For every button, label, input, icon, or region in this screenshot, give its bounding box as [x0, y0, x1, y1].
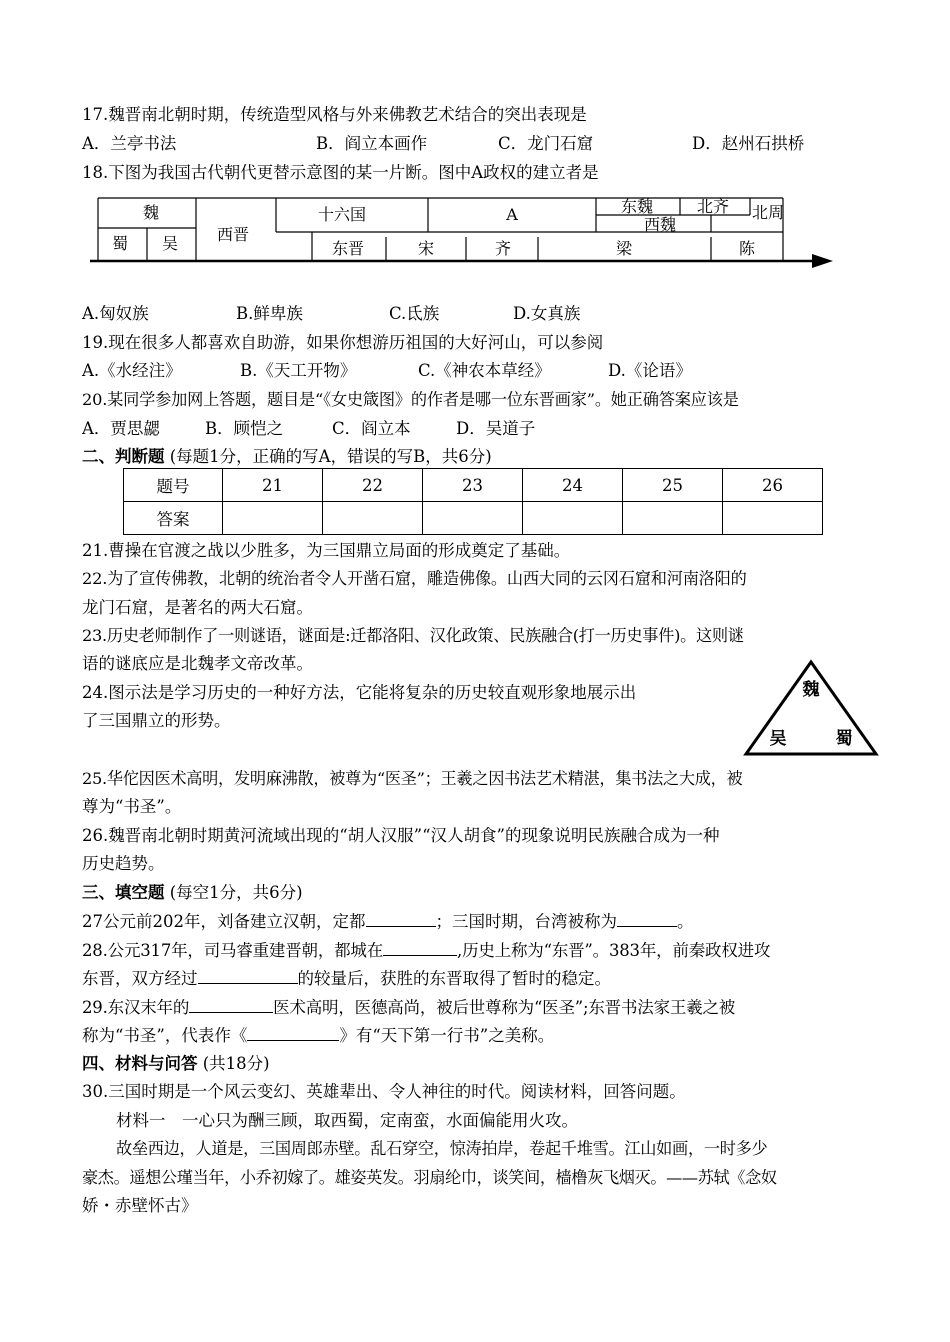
number-cell: 24: [523, 469, 623, 502]
answer-header: 答案: [124, 502, 223, 535]
section4-heading: [82, 1053, 270, 1075]
q27-part3: 。: [677, 912, 694, 931]
q29-part3: 称为“书圣”，代表作《: [82, 1026, 248, 1045]
answer-table: [123, 468, 823, 535]
q17-option-d: D．赵州石拱桥: [692, 134, 805, 153]
q28-part2: ,历史上称为“东晋”。383年，前秦政权进攻: [457, 941, 771, 960]
q17-option-c: C．龙门石窟: [498, 134, 594, 153]
label-wei: 魏: [142, 203, 160, 222]
q28-line1: [82, 939, 770, 962]
q29-part1: 29.东汉末年的: [82, 998, 190, 1017]
q26-line2: 历史趋势。: [82, 854, 165, 873]
number-cell: 26: [723, 469, 823, 502]
section3-heading: [82, 882, 303, 904]
q28-line2: [82, 967, 611, 990]
section2-title: 二、判断题: [82, 447, 165, 466]
q28-part4: 的较量后，获胜的东晋取得了暂时的稳定。: [297, 969, 611, 988]
q18-stem: 18.下图为我国古代朝代更替示意图的某一片断。图中A政权的建立者是: [82, 163, 599, 182]
q22-line2: 龙门石窟，是著名的两大石窟。: [82, 598, 313, 617]
section2-note: (每题1分，正确的写A，错误的写B，共6分): [169, 447, 492, 466]
q19-option-c: C.《神农本草经》: [418, 361, 551, 380]
number-cell: 25: [623, 469, 723, 502]
q30-material2-line3: 娇・赤壁怀古》: [82, 1196, 198, 1215]
three-kingdoms-triangle: [742, 658, 882, 758]
label-qi: 齐: [494, 239, 512, 258]
section3-note: (每空1分，共6分): [169, 883, 303, 902]
q19-stem: 19.现在很多人都喜欢自助游，如果你想游历祖国的大好河山，可以参阅: [82, 333, 604, 352]
label-xijin: 西晋: [216, 225, 250, 244]
blank-field[interactable]: [247, 1024, 339, 1041]
answer-cell[interactable]: [623, 502, 723, 535]
q17-stem: 17.魏晋南北朝时期，传统造型风格与外来佛教艺术结合的突出表现是: [82, 105, 587, 124]
blank-field[interactable]: [198, 967, 298, 984]
q19-option-a: A.《水经注》: [82, 361, 182, 380]
label-shu: 蜀: [111, 234, 129, 253]
label-a: A: [506, 205, 518, 224]
q19-option-b: B.《天工开物》: [240, 361, 357, 380]
label-chen: 陈: [738, 239, 756, 258]
q26-line1: 26.魏晋南北朝时期黄河流域出现的“胡人汉服”“汉人胡食”的现象说明民族融合成为一种: [82, 826, 720, 845]
q22-line1: 22.为了宣传佛教，北朝的统治者令人开凿石窟，雕造佛像。山西大同的云冈石窟和河南洛阳的: [82, 569, 747, 588]
answer-cell[interactable]: [523, 502, 623, 535]
label-beizhou: 北周: [751, 203, 785, 222]
q24-line1: 24.图示法是学习历史的一种好方法，它能将复杂的历史较直观形象地展示出: [82, 683, 637, 702]
label-dongjin: 东晋: [331, 239, 365, 258]
blank-field[interactable]: [383, 939, 457, 956]
blank-field[interactable]: [366, 910, 436, 927]
q30-stem: 30.三国时期是一个风云变幻、英雄辈出、令人神往的时代。阅读材料，回答问题。: [82, 1082, 686, 1101]
answer-cell[interactable]: [223, 502, 323, 535]
q20-option-b: B．顾恺之: [205, 419, 284, 438]
dynasty-timeline-diagram: [0, 188, 950, 298]
q23-line1: 23.历史老师制作了一则谜语，谜面是:迁都洛阳、汉化政策、民族融合(打一历史事件)。这则谜: [82, 626, 744, 645]
blank-field[interactable]: [617, 910, 677, 927]
answer-cell[interactable]: [723, 502, 823, 535]
triangle-wu: 吴: [769, 729, 787, 749]
q18-option-b: B.鲜卑族: [236, 304, 303, 323]
q25-line2: 尊为“书圣”。: [82, 797, 182, 816]
label-beiqi: 北齐: [696, 197, 730, 216]
number-cell: 23: [423, 469, 523, 502]
q18-option-a: A.匈奴族: [82, 304, 149, 323]
q29-line1: [82, 996, 735, 1019]
q20-option-d: D．吴道子: [456, 419, 536, 438]
section4-title: 四、材料与问答: [82, 1054, 198, 1073]
q20-stem: 20.某同学参加网上答题，题目是“《女史箴图》的作者是哪一位东晋画家”。她正确答案应该是: [82, 390, 739, 409]
q30-material2-line1: 故垒西边，人道是，三国周郎赤壁。乱石穿空，惊涛拍岸，卷起千堆雪。江山如画，一时多少: [116, 1139, 768, 1158]
label-liang: 梁: [615, 239, 633, 258]
q17-option-a: A．兰亭书法: [82, 134, 177, 153]
q18-option-c: C.氐族: [389, 304, 440, 323]
answer-cell[interactable]: [323, 502, 423, 535]
section4-note: (共18分): [202, 1054, 270, 1073]
answer-cell[interactable]: [423, 502, 523, 535]
triangle-wei: 魏: [802, 680, 820, 700]
number-cell: 22: [323, 469, 423, 502]
q27-part2: ；三国时期，台湾被称为: [435, 912, 617, 931]
label-xiwei: 西魏: [643, 215, 677, 234]
table-row: [124, 469, 823, 502]
triangle-shu: 蜀: [835, 729, 853, 749]
label-wu: 吴: [161, 234, 179, 253]
q30-material2-line2: 豪杰。遥想公瑾当年，小乔初嫁了。雄姿英发。羽扇纶巾，谈笑间，樯橹灰飞烟灭。——苏轼《念奴: [82, 1168, 777, 1187]
label-dongwei: 东魏: [620, 197, 654, 216]
number-cell: 21: [223, 469, 323, 502]
q20-option-c: C．阎立本: [332, 419, 411, 438]
label-song: 宋: [417, 239, 435, 258]
label-shiliuguo: 十六国: [317, 205, 367, 224]
q20-option-a: A．贾思勰: [82, 419, 160, 438]
table-row: [124, 502, 823, 535]
q18-option-d: D.女真族: [513, 304, 581, 323]
q28-part1: 28.公元317年，司马睿重建晋朝，都城在: [82, 941, 384, 960]
q30-material1: 材料一 一心只为酬三顾，取西蜀，定南蛮，水面偏能用火攻。: [116, 1111, 578, 1130]
q28-part3: 东晋，双方经过: [82, 969, 198, 988]
q24-line2: 了三国鼎立的形势。: [82, 711, 231, 730]
section2-heading: [82, 446, 492, 468]
q17-option-b: B．阎立本画作: [316, 134, 428, 153]
section3-title: 三、填空题: [82, 883, 165, 902]
blank-field[interactable]: [189, 996, 273, 1013]
q29-part4: 》有“天下第一行书”之美称。: [339, 1026, 555, 1045]
q29-part2: 医术高明，医德高尚，被后世尊称为“医圣”;东晋书法家王羲之被: [273, 998, 736, 1017]
q21: 21.曹操在官渡之战以少胜多，为三国鼎立局面的形成奠定了基础。: [82, 541, 571, 560]
q19-option-d: D.《论语》: [608, 361, 692, 380]
row-header: 题号: [124, 469, 223, 502]
q23-line2: 语的谜底应是北魏孝文帝改革。: [82, 654, 313, 673]
q29-line2: [82, 1024, 554, 1047]
q25-line1: 25.华佗因医术高明，发明麻沸散，被尊为“医圣”；王羲之因书法艺术精湛，集书法之大成，被: [82, 769, 743, 788]
q27-part1: 27公元前202年，刘备建立汉朝，定都: [82, 912, 366, 931]
q27: [82, 910, 694, 933]
